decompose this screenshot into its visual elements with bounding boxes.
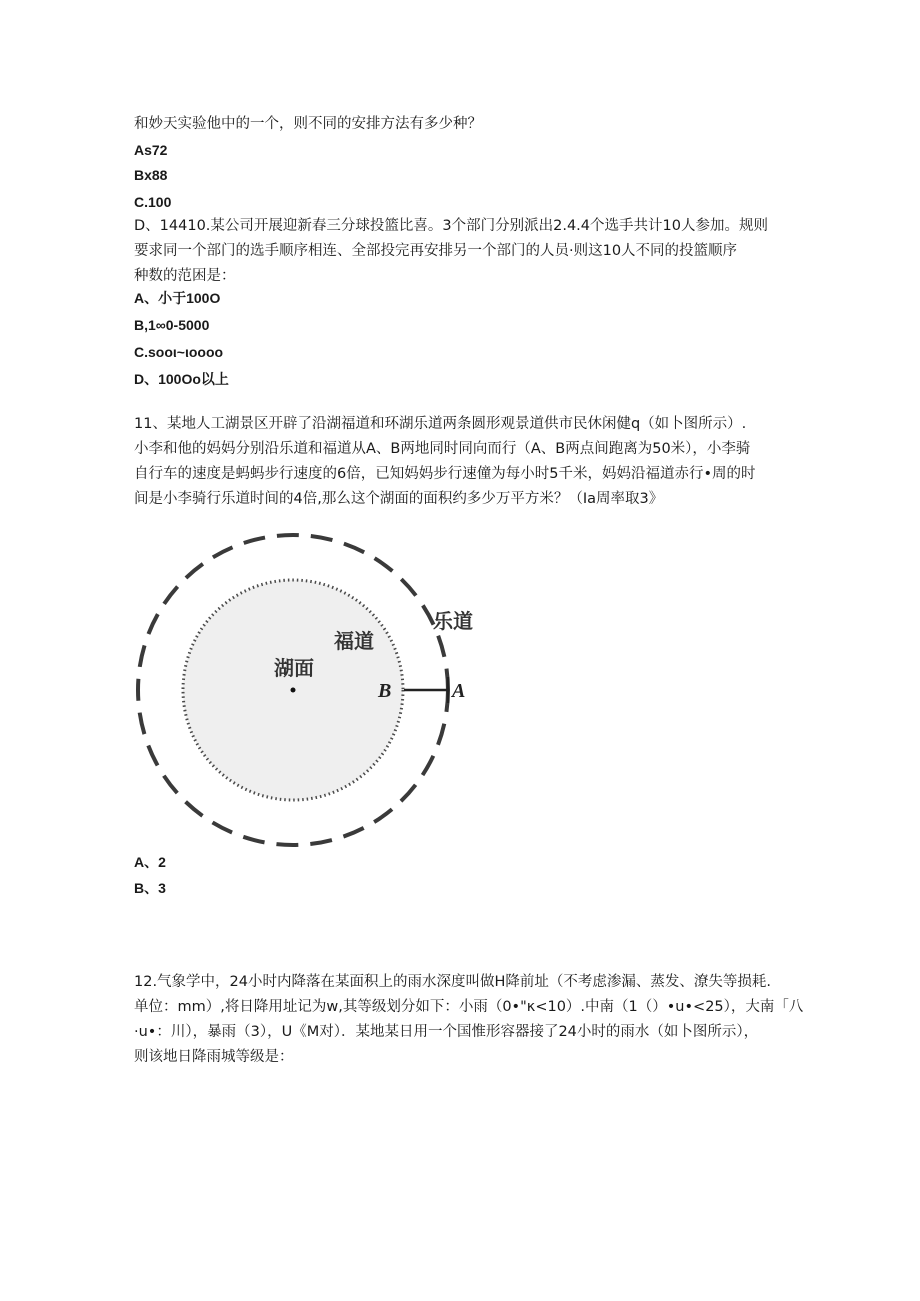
option-b: Bx88	[134, 167, 168, 183]
question-12-line: ·u•：川），暴雨（3），U《M对）．某地某日用一个国惟形容器接了24小时的雨水（如卜图所示），	[134, 1024, 759, 1040]
point-a-label: A	[452, 680, 466, 702]
point-b-label: B	[378, 680, 392, 702]
question-11-text	[134, 412, 794, 512]
question-10-line: D、14410.某公司开展迎新春三分球投篮比喜。3个部门分别派出2.4.4个选手共计10人参加。规则	[134, 218, 768, 234]
question-12-text	[134, 970, 804, 1070]
question-10-line: 要求同一个部门的选手顺序相连、全部投完再安排另一个部门的人员·则这10人不同的投篮顺序	[134, 243, 738, 259]
fudao-label: 福道	[334, 629, 374, 653]
question-text: 和妙天实验他中的一个，则不同的安排方法有多少种？	[134, 116, 482, 132]
lake-diagram	[128, 530, 473, 860]
question-12-line: 则该地日降雨城等级是：	[134, 1049, 294, 1065]
ledao-label: 乐道	[433, 609, 473, 633]
question-11-line: 小李和他的妈妈分别沿乐道和福道从A、B两地同时同向而行（A、B两点间跑离为50米），小李骑	[134, 441, 751, 457]
option-b: B、3	[134, 880, 166, 896]
question-11-line: 间是小李骑行乐道时间的4倍,那么这个湖面的面积约多少万平方米？（Ia周率取3》	[134, 491, 664, 507]
question-10-line: 种数的范困是：	[134, 268, 236, 284]
option-d: D、100Oo以上	[134, 371, 229, 387]
lake-center-dot	[291, 688, 296, 693]
question-11-line: 11、某地人工湖景区开辟了沿湖福道和环湖乐道两条圆形观景道供市民休闲健q（如卜图所示）.	[134, 416, 747, 432]
question-11-line: 自行车的速度是蚂蚂步行速度的6倍，已知妈妈步行速僮为每小时5千米，妈妈沿福道赤行•周的时	[134, 466, 756, 482]
option-c: C.sooι~ιoooo	[134, 344, 224, 360]
option-c: C.100	[134, 194, 172, 210]
question-10-text	[134, 214, 794, 289]
lake-label: 湖面	[274, 656, 314, 680]
option-a: A、小于100O	[134, 290, 221, 306]
option-a: A、2	[134, 854, 166, 870]
question-12-line: 单位：mm）,将日降用址记为w,其等级划分如下：小雨（0•"κ<10）.中南（1（）•u•<25），大南「八	[134, 999, 804, 1015]
option-a: As72	[134, 142, 168, 158]
question-12-line: 12.气象学中，24小时内降落在某面积上的雨水深度叫做H降前址（不考虑渗漏、蒸发、潦失等损耗.	[134, 974, 772, 990]
option-b: B,1∞0-5000	[134, 317, 210, 333]
